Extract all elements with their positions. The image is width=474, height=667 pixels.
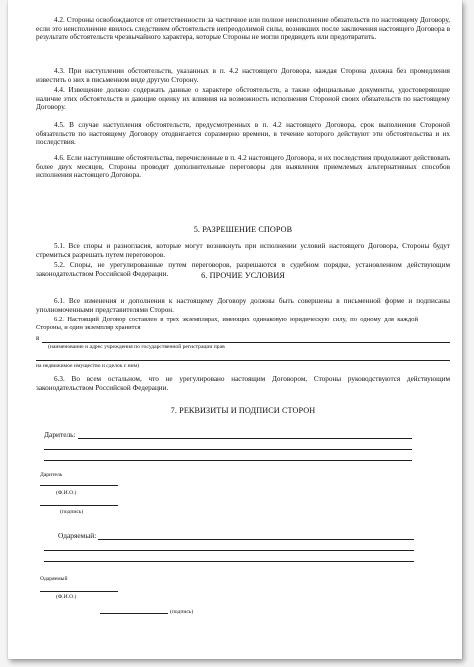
registry-fill-line — [42, 342, 450, 343]
donor-signature-line[interactable] — [40, 505, 118, 506]
document-page — [8, 0, 462, 659]
paragraph-5-2: 5.2. Споры, не урегулированные путем переговоров, разрешаются в судебном порядке, установленном действующим законодательством Российской Федерации. — [36, 261, 450, 278]
registry-note-1: (наименование и адрес учреждения по государственной регистрации прав — [48, 344, 225, 350]
paragraph-4-4: 4.4. Извещение должно содержать данные о характере обстоятельств, а также официальные документы, удостоверяющие наличие этих обстоятельств и дающие оценку их влияния на возможность исполнения Стороной своих обязательств по настоящему Договору. — [36, 86, 450, 112]
paragraph-4-3: 4.3. При наступлении обстоятельств, указанных в п. 4.2 настоящего Договора, каждая Сторона должна без промедления известить о них в письменном виде другую Сторону. — [36, 67, 450, 84]
paragraph-6-1: 6.1. Все изменения и дополнения к настоящему Договору должны быть совершены в письменной форме и подписаны уполномоченными представителями Сторон. — [36, 297, 450, 314]
donor-line-3[interactable] — [44, 460, 412, 461]
donor-fio-caption: (Ф.И.О.) — [56, 490, 77, 496]
paragraph-5-1: 5.1. Все споры и разногласия, которые могут возникнуть при исполнении условий настоящего Договора, Стороны будут стремиться разрешать путем переговоров. — [36, 242, 450, 259]
registry-fill-line-2 — [36, 360, 450, 361]
section-6-title: 6. ПРОЧИЕ УСЛОВИЯ — [201, 271, 285, 280]
registry-prefix: в — [36, 334, 40, 342]
paragraph-4-5: 4.5. В случае наступления обстоятельств, предусмотренных в п. 4.2 настоящего Договора, срок выполнения Стороной обязательств по настоящему Договору отодвигается соразмерно времени, в течение которого действуют эти обстоятельства и их последствия. — [36, 121, 450, 147]
donor-label: Даритель: — [44, 430, 76, 439]
paragraph-6-3: 6.3. Во всем остальном, что не урегулировано настоящим Договором, Стороны руководствуются действующим законодательством Российской Федерации. — [36, 375, 450, 392]
donee-fio-caption: (Ф.И.О.) — [56, 594, 77, 600]
donor-signature-caption: (подпись) — [60, 509, 84, 515]
paragraph-4-2: 4.2. Стороны освобождаются от ответственности за частичное или полное неисполнение обязательств по настоящему Договору, если это неисполнение явилось следствием обстоятельств непреодолимой силы, возникших после заключения настоящего Договора в результате обстоятельств чрезвычайного характера, которые Стороны не могли предвидеть или предотвратить. — [36, 16, 450, 42]
registry-line-row — [36, 334, 450, 344]
section-7-title: 7. РЕКВИЗИТЫ И ПОДПИСИ СТОРОН — [170, 406, 316, 415]
donee-line-1[interactable] — [98, 539, 414, 540]
section-5-title: 5. РАЗРЕШЕНИЕ СПОРОВ — [193, 225, 293, 234]
donee-small-label: Одаряемый — [40, 576, 68, 582]
donor-line-1[interactable] — [78, 438, 412, 439]
donee-signature-caption: (подпись) — [170, 609, 194, 615]
registry-note-2: на недвижимое имущество и сделок с ним) — [36, 363, 140, 369]
donee-signature-line[interactable] — [100, 613, 168, 614]
donor-small-label: Даритель — [40, 472, 63, 478]
paragraph-6-2: 6.2. Настоящий Договор составлен в трех экземплярах, имеющих одинаковую юридическую силу, по одному для каждой Стороны, и один экземпляр хранится — [36, 316, 418, 332]
donee-line-3[interactable] — [44, 561, 414, 562]
donee-line-2[interactable] — [44, 550, 414, 551]
donor-fio-line[interactable] — [40, 485, 118, 486]
donee-label: Одаряемый: — [58, 531, 97, 540]
donor-line-2[interactable] — [44, 449, 412, 450]
donee-fio-line[interactable] — [40, 591, 118, 592]
paragraph-4-6: 4.6. Если наступившие обстоятельства, перечисленные в п. 4.2 настоящего Договора, и их последствия продолжают действовать более двух месяцев, Стороны проводят дополнительные переговоры для выявления приемлемых альтернативных способов исполнения настоящего Договора. — [36, 154, 450, 180]
